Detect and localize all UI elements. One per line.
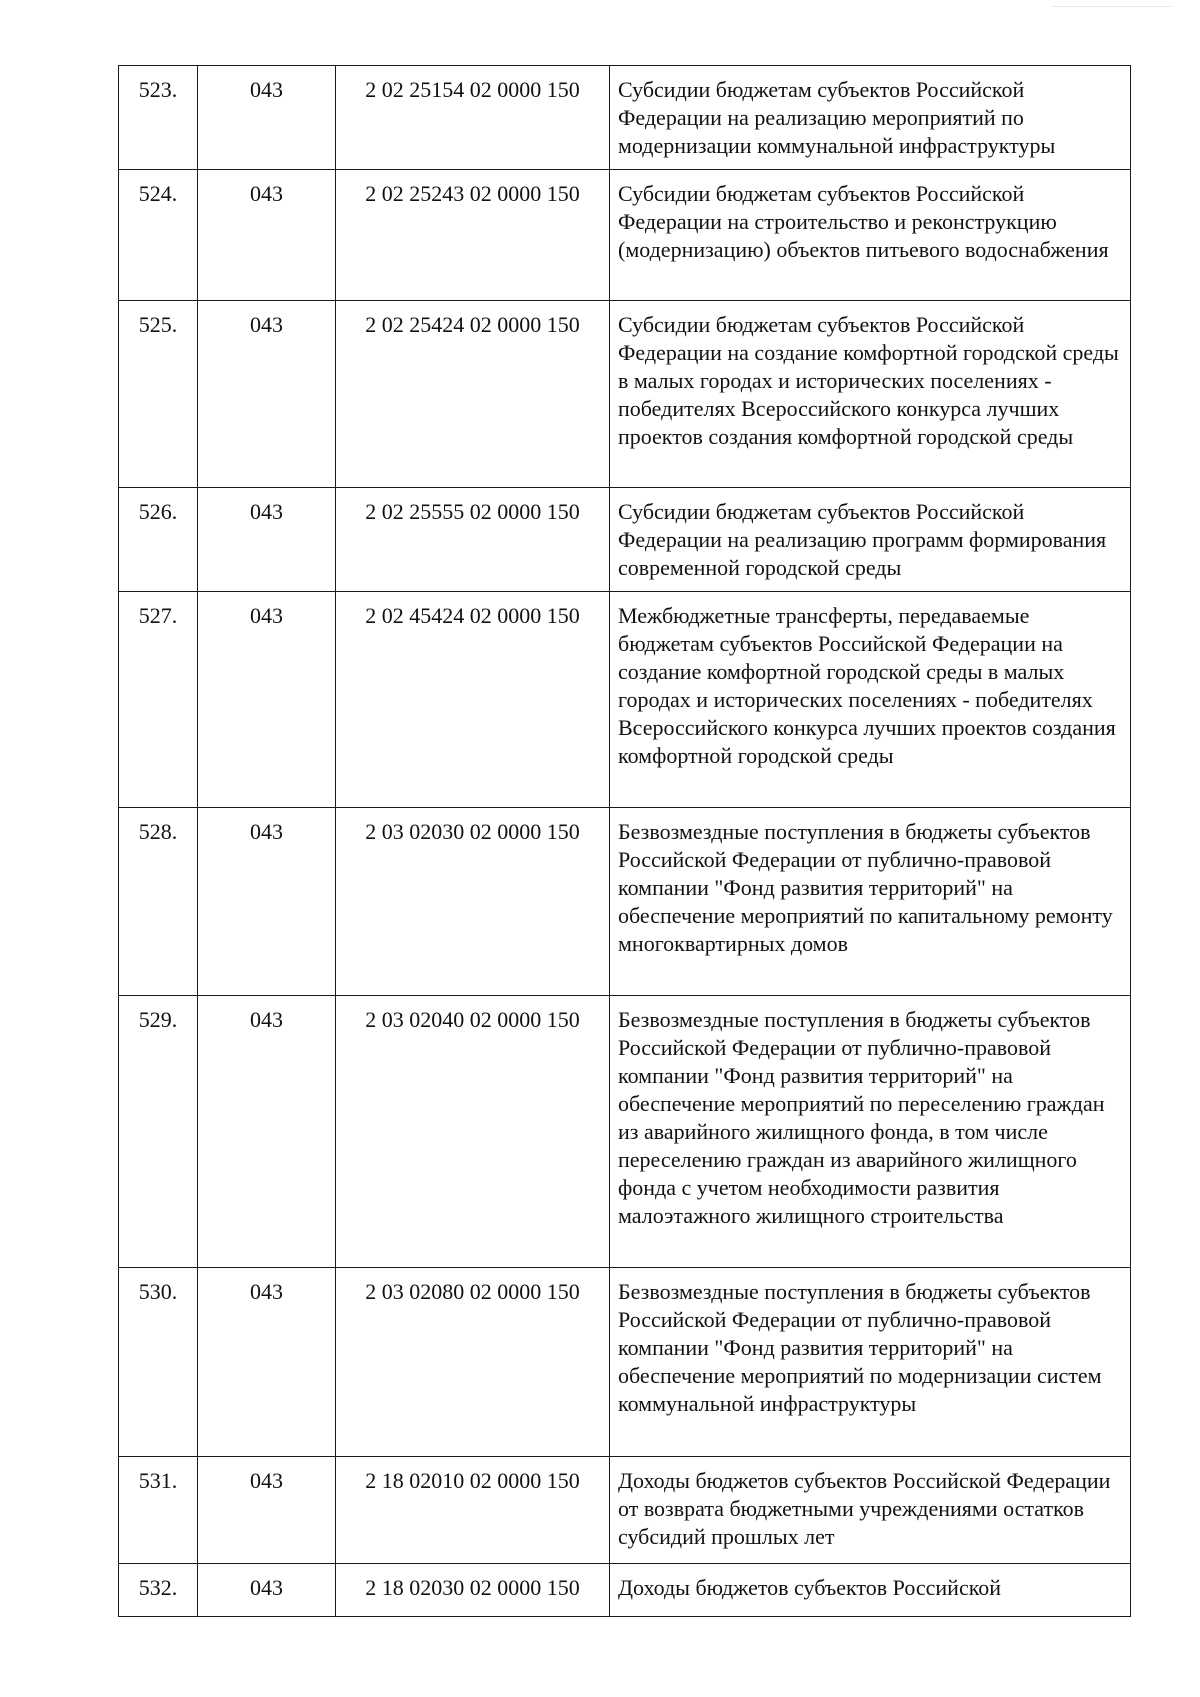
table-row — [119, 996, 1131, 1268]
table-row — [119, 1268, 1131, 1457]
description: Доходы бюджетов субъектов Российской — [610, 1564, 1131, 1617]
budget-code: 2 02 25243 02 0000 150 — [336, 170, 610, 301]
row-number: 528. — [119, 808, 198, 996]
row-number: 523. — [119, 66, 198, 170]
table-row — [119, 1564, 1131, 1617]
description: Субсидии бюджетам субъектов Российской Федерации на создание комфортной городской среды в малых городах и исторических поселениях - победителях Всероссийского конкурса лучших проектов создания комфортной городской среды — [610, 301, 1131, 488]
description: Доходы бюджетов субъектов Российской Федерации от возврата бюджетными учреждениями остатков субсидий прошлых лет — [610, 1457, 1131, 1564]
row-number: 525. — [119, 301, 198, 488]
admin-code: 043 — [198, 488, 336, 592]
admin-code: 043 — [198, 170, 336, 301]
description: Безвозмездные поступления в бюджеты субъектов Российской Федерации от публично-правовой компании "Фонд развития территорий" на обеспечение мероприятий по капитальному ремонту многоквартирных домов — [610, 808, 1131, 996]
description: Безвозмездные поступления в бюджеты субъектов Российской Федерации от публично-правовой компании "Фонд развития территорий" на обеспечение мероприятий по переселению граждан из аварийного жилищного фонда, в том числе переселению граждан из аварийного жилищного фонда с учетом необходимости развития малоэтажного жилищного строительства — [610, 996, 1131, 1268]
description: Безвозмездные поступления в бюджеты субъектов Российской Федерации от публично-правовой компании "Фонд развития территорий" на обеспечение мероприятий по модернизации систем коммунальной инфраструктуры — [610, 1268, 1131, 1457]
description: Межбюджетные трансферты, передаваемые бюджетам субъектов Российской Федерации на создание комфортной городской среды в малых городах и исторических поселениях - победителях Всероссийского конкурса лучших проектов создания комфортной городской среды — [610, 592, 1131, 808]
budget-codes-table — [118, 65, 1131, 1617]
budget-code: 2 03 02040 02 0000 150 — [336, 996, 610, 1268]
budget-code: 2 02 25154 02 0000 150 — [336, 66, 610, 170]
admin-code: 043 — [198, 1268, 336, 1457]
budget-code: 2 18 02030 02 0000 150 — [336, 1564, 610, 1617]
row-number: 529. — [119, 996, 198, 1268]
description: Субсидии бюджетам субъектов Российской Федерации на реализацию мероприятий по модернизации коммунальной инфраструктуры — [610, 66, 1131, 170]
budget-code: 2 03 02080 02 0000 150 — [336, 1268, 610, 1457]
table-row — [119, 808, 1131, 996]
table-row — [119, 301, 1131, 488]
row-number: 532. — [119, 1564, 198, 1617]
description: Субсидии бюджетам субъектов Российской Федерации на строительство и реконструкцию (модернизацию) объектов питьевого водоснабжения — [610, 170, 1131, 301]
admin-code: 043 — [198, 301, 336, 488]
admin-code: 043 — [198, 592, 336, 808]
budget-code: 2 03 02030 02 0000 150 — [336, 808, 610, 996]
budget-code: 2 02 45424 02 0000 150 — [336, 592, 610, 808]
admin-code: 043 — [198, 1457, 336, 1564]
admin-code: 043 — [198, 1564, 336, 1617]
row-number: 527. — [119, 592, 198, 808]
budget-code: 2 18 02010 02 0000 150 — [336, 1457, 610, 1564]
admin-code: 043 — [198, 66, 336, 170]
description: Субсидии бюджетам субъектов Российской Федерации на реализацию программ формирования современной городской среды — [610, 488, 1131, 592]
budget-code: 2 02 25555 02 0000 150 — [336, 488, 610, 592]
row-number: 524. — [119, 170, 198, 301]
table-row — [119, 170, 1131, 301]
row-number: 526. — [119, 488, 198, 592]
scan-artifact — [1052, 6, 1172, 13]
admin-code: 043 — [198, 808, 336, 996]
budget-code: 2 02 25424 02 0000 150 — [336, 301, 610, 488]
table-row — [119, 66, 1131, 170]
table-row — [119, 592, 1131, 808]
row-number: 530. — [119, 1268, 198, 1457]
admin-code: 043 — [198, 996, 336, 1268]
table-row — [119, 488, 1131, 592]
table-row — [119, 1457, 1131, 1564]
row-number: 531. — [119, 1457, 198, 1564]
